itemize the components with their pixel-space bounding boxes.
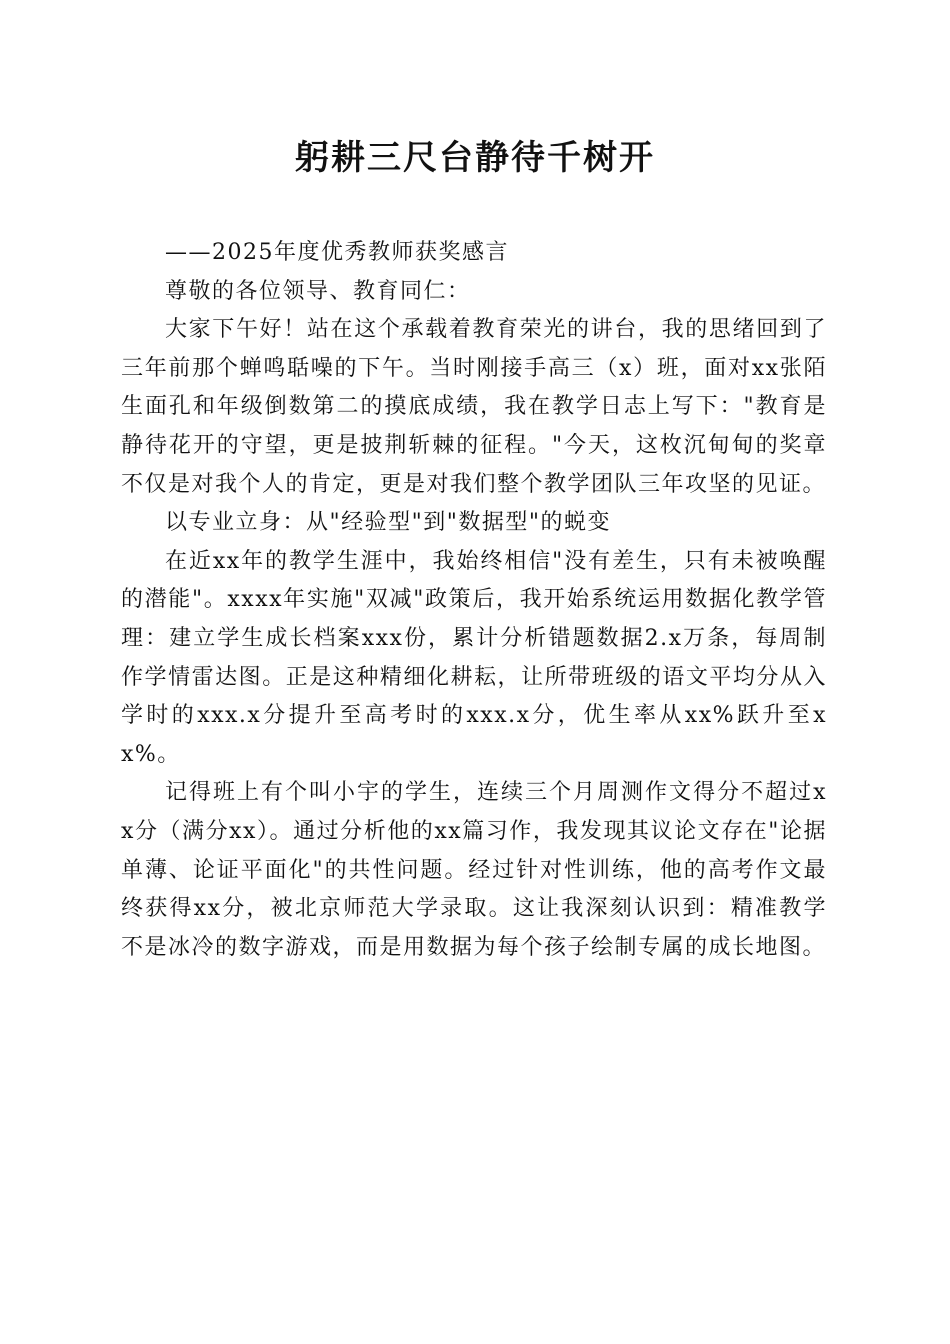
paragraph-student-story: 记得班上有个叫小宇的学生，连续三个月周测作文得分不超过xx分（满分xx）。通过分析他的xx篇习作，我发现其议论文存在"论据单薄、论证平面化"的共性问题。经过针对性训练，他的高考作文最终获得xx分，被北京师范大学录取。这让我深刻认识到：精准教学不是冰冷的数字游戏，而是用数据为每个孩子绘制专属的成长地图。 <box>121 780 827 960</box>
section-heading: 以专业立身：从"经验型"到"数据型"的蜕变 <box>165 510 611 536</box>
paragraph-greeting: 大家下午好！站在这个承载着教育荣光的讲台，我的思绪回到了三年前那个蝉鸣聒噪的下午。当时刚接手高三（x）班，面对xx张陌生面孔和年级倒数第二的摸底成绩，我在教学日志上写下："教育是静待花开的守望，更是披荆斩棘的征程。"今天，这枚沉甸甸的奖章不仅是对我个人的肯定，更是对我们整个教学团队三年攻坚的见证。 <box>121 317 827 497</box>
subtitle: ——2025年度优秀教师获奖感言 <box>165 240 509 265</box>
paragraph-data-teaching: 在近xx年的教学生涯中，我始终相信"没有差生，只有未被唤醒的潜能"。xxxx年实施"双减"政策后，我开始系统运用数据化教学管理：建立学生成长档案xxx份，累计分析错题数据2.x万条，每周制作学情雷达图。正是这种精细化耕耘，让所带班级的语文平均分从入学时的xxx.x分提升至高考时的xxx.x分，优生率从xx%跃升至xx%。 <box>121 548 827 767</box>
document-body <box>121 234 827 967</box>
document-title: 躬耕三尺台静待千树开 <box>295 138 655 178</box>
salutation: 尊敬的各位领导、教育同仁： <box>165 278 471 304</box>
